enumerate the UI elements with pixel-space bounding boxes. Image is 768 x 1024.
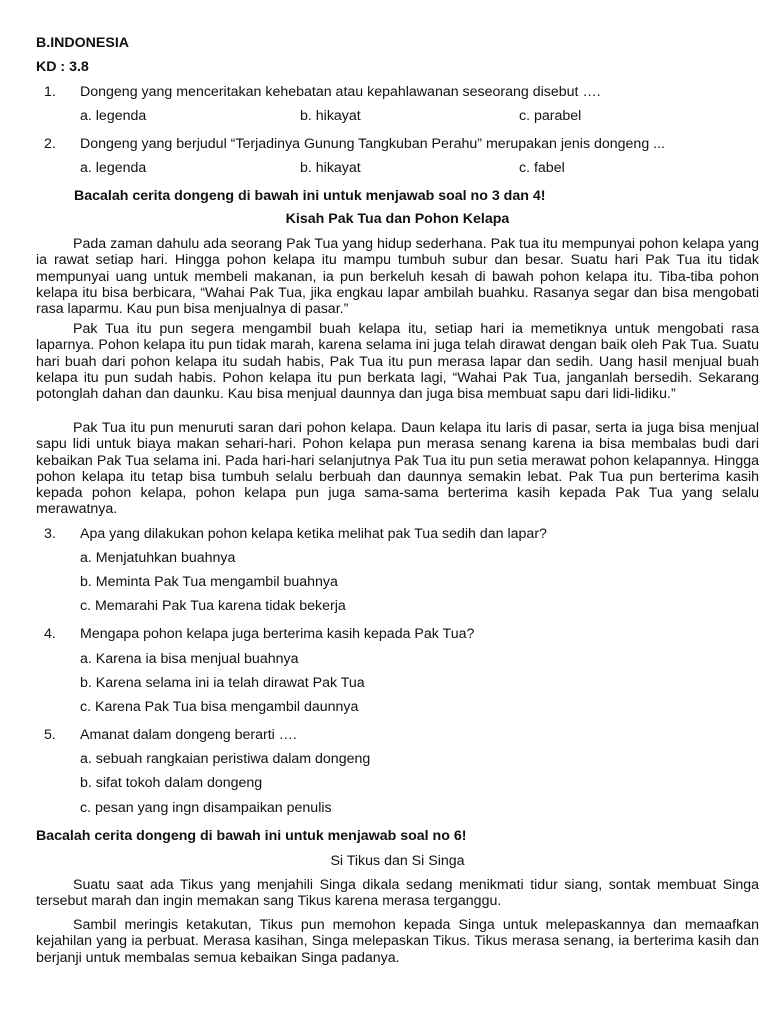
question-4-option-b: b. Karena selama ini ia telah dirawat Pak Tua <box>80 675 365 691</box>
question-2-text: Dongeng yang berjudul “Terjadinya Gunung Tangkuban Perahu” merupakan jenis dongeng ... <box>80 136 665 152</box>
story-1-title: Kisah Pak Tua dan Pohon Kelapa <box>285 211 510 227</box>
kd-label: KD : 3.8 <box>36 59 89 75</box>
question-2-option-a: a. legenda <box>80 160 147 176</box>
question-3-option-c: c. Memarahi Pak Tua karena tidak bekerja <box>80 598 346 614</box>
story-1-paragraph-3: Pak Tua itu pun menuruti saran dari pohon kelapa. Daun kelapa itu laris di pasar, serta ia juga bisa menjual sapu lidi untuk biaya makan sehari-hari. Pohon kelapa pun merasa senang karena ia bisa membalas budi dari kebaikan Pak Tua selama ini. Pada hari-hari selanjutnya Pak Tua itu pun setia merawat pohon kelapannya. Hingga pohon kelapa itu tetap bisa tumbuh selalu berbuah dan daunnya semakin lebat. Pak Tua pun berterima kasih kepada pohon kelapa, pohon kelapa pun juga sama-sama berterima kasih kepada Pak Tua yang selalu merawatnya. <box>36 420 759 518</box>
question-1-option-a: a. legenda <box>80 108 147 124</box>
story-2-instruction: Bacalah cerita dongeng di bawah ini untuk menjawab soal no 6! <box>36 828 467 844</box>
question-5-number: 5. <box>44 727 56 743</box>
question-5-text: Amanat dalam dongeng berarti …. <box>80 727 297 743</box>
question-5-option-b: b. sifat tokoh dalam dongeng <box>80 775 263 791</box>
question-5-option-c: c. pesan yang ingn disampaikan penulis <box>80 800 332 816</box>
story-2-title: Si Tikus dan Si Singa <box>330 853 465 869</box>
question-5-option-a: a. sebuah rangkaian peristiwa dalam dongeng <box>80 751 371 767</box>
question-3-text: Apa yang dilakukan pohon kelapa ketika melihat pak Tua sedih dan lapar? <box>80 526 547 542</box>
subject-title: B.INDONESIA <box>36 35 130 51</box>
question-3-number: 3. <box>44 526 56 542</box>
question-1-text: Dongeng yang menceritakan kehebatan atau kepahlawanan seseorang disebut …. <box>80 84 601 100</box>
story-1-instruction: Bacalah cerita dongeng di bawah ini untuk menjawab soal no 3 dan 4! <box>74 188 546 204</box>
story-2-paragraph-2: Sambil meringis ketakutan, Tikus pun memohon kepada Singa untuk melepaskannya dan memaafkan kejahilan yang ia perbuat. Merasa kasihan, Singa melepaskan Tikus. Tikus merasa senang, ia berterima kasih dan berjanji untuk membalas semua kebaikan Singa padanya. <box>36 917 759 966</box>
question-3-option-b: b. Meminta Pak Tua mengambil buahnya <box>80 574 338 590</box>
question-1-number: 1. <box>44 84 56 100</box>
question-4-text: Mengapa pohon kelapa juga berterima kasih kepada Pak Tua? <box>80 626 475 642</box>
story-1-paragraph-1: Pada zaman dahulu ada seorang Pak Tua yang hidup sederhana. Pak tua itu mempunyai pohon kelapa yang ia rawat setiap hari. Hingga pohon kelapa itu mampu tumbuh subur dan besar. Suatu hari Pak Tua itu tidak mempunyai uang untuk membeli makanan, ia pun berkeluh kesah di bawah pohon kelapa itu. Tiba-tiba pohon kelapa itu bisa berbicara, “Wahai Pak Tua, jika engkau lapar ambilah buahku. Rasanya segar dan bisa mengobati rasa laparmu. Kau pun bisa menjualnya di pasar.” <box>36 236 759 318</box>
question-4-number: 4. <box>44 626 56 642</box>
question-2-option-b: b. hikayat <box>300 160 361 176</box>
question-1-option-b: b. hikayat <box>300 108 361 124</box>
story-1-paragraph-2: Pak Tua itu pun segera mengambil buah kelapa itu, setiap hari ia memetiknya untuk mengobati rasa laparnya. Pohon kelapa itu pun tidak marah, karena selama ini juga telah dirawat dengan baik oleh Pak Tua. Suatu hari buah dari pohon kelapa itu sudah habis, Pak Tua itu pun merasa lapar dan sedih. Uang hasil menjual buah kelapa itu pun sudah habis. Pohon kelapa itu pun berkata lagi, “Wahai Pak Tua, janganlah bersedih. Sekarang potonglah dahan dan daunku. Kau bisa menjual daunnya dan juga bisa membuat sapu dari lidi-lidiku.” <box>36 321 759 403</box>
question-2-number: 2. <box>44 136 56 152</box>
question-1-option-c: c. parabel <box>519 108 582 124</box>
question-4-option-c: c. Karena Pak Tua bisa mengambil daunnya <box>80 699 359 715</box>
story-2-paragraph-1: Suatu saat ada Tikus yang menjahili Singa dikala sedang menikmati tidur siang, sontak membuat Singa tersebut marah dan ingin memakan sang Tikus karena merasa terganggu. <box>36 877 759 910</box>
question-4-option-a: a. Karena ia bisa menjual buahnya <box>80 651 299 667</box>
question-3-option-a: a. Menjatuhkan buahnya <box>80 550 236 566</box>
question-2-option-c: c. fabel <box>519 160 565 176</box>
